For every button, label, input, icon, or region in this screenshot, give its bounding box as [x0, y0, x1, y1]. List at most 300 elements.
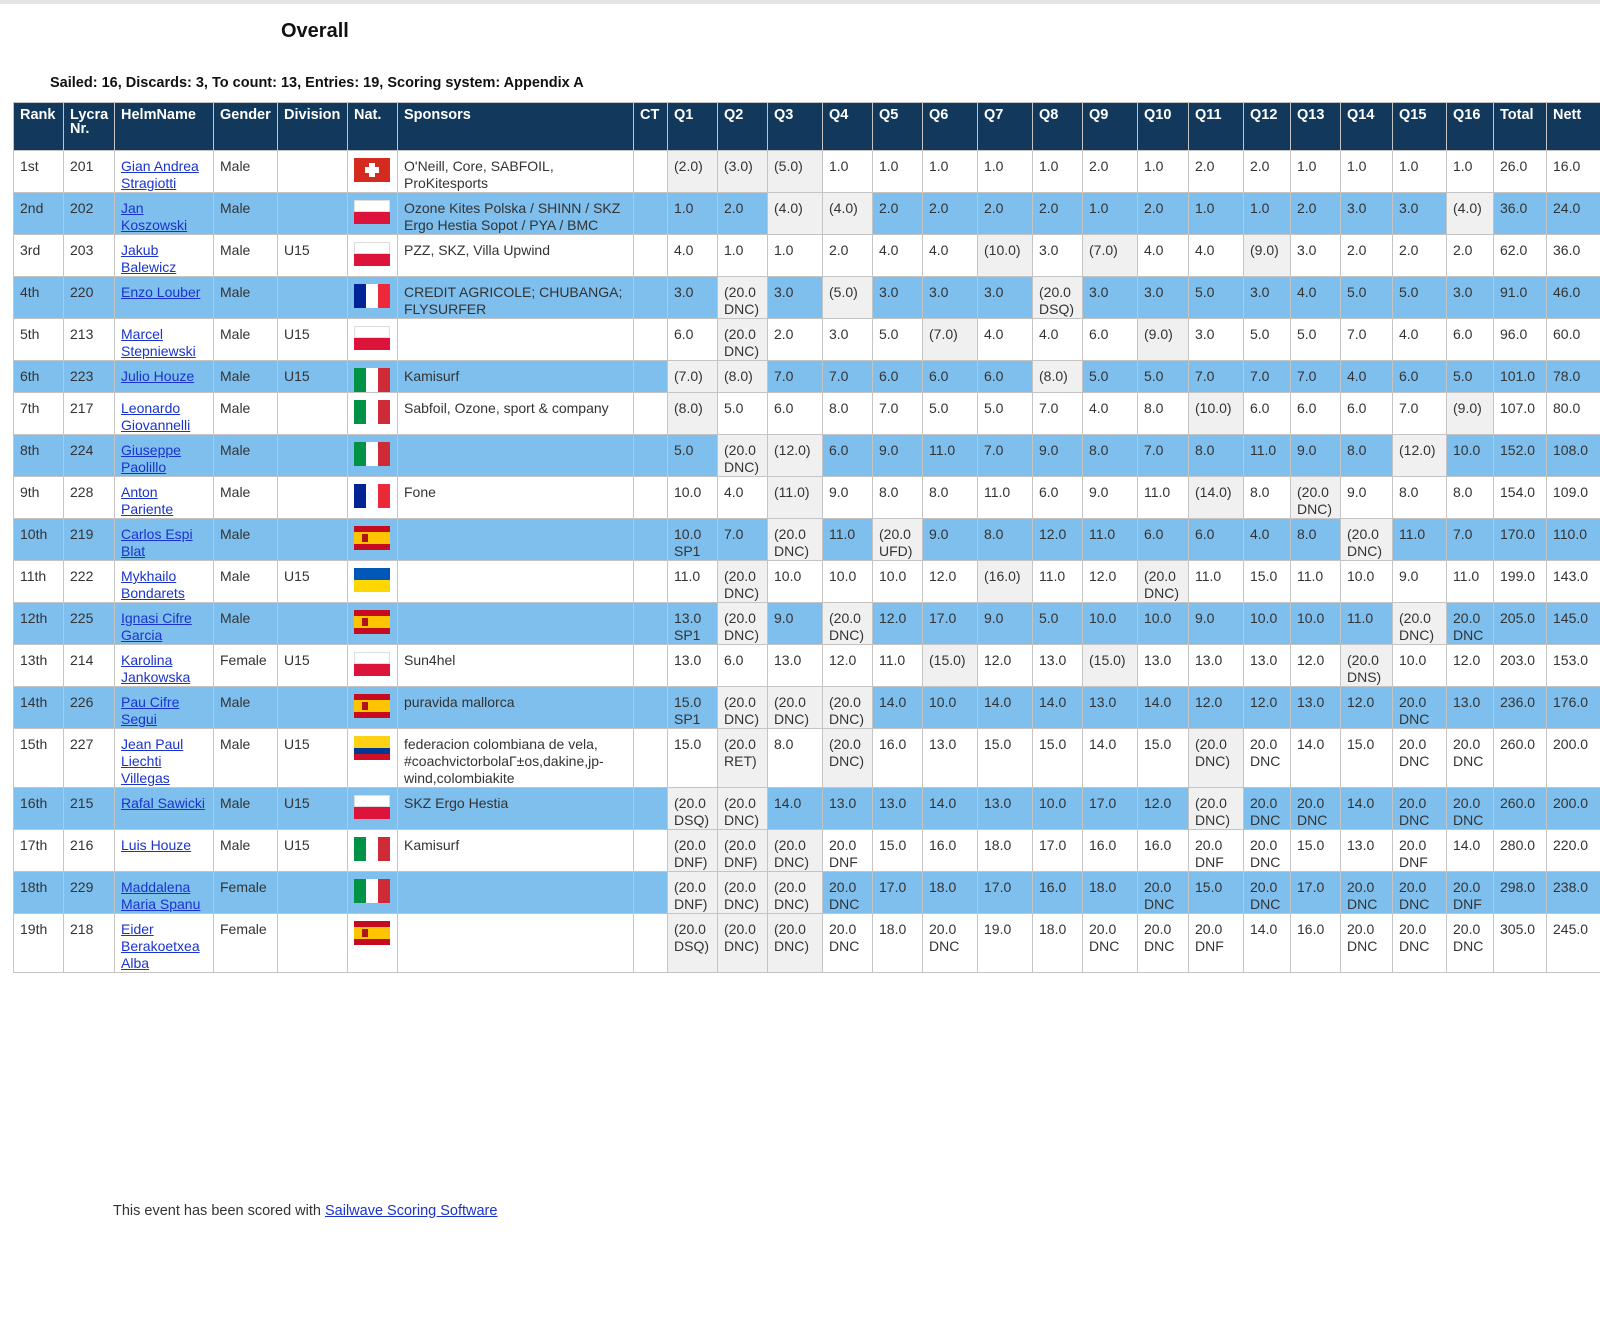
nationality-cell	[348, 645, 398, 687]
helm-name-link[interactable]: Julio Houze	[121, 368, 195, 384]
lycra-cell: 201	[64, 151, 115, 193]
gender-cell: Male	[214, 361, 278, 393]
column-header: Q5	[873, 103, 923, 151]
race-score-cell: 20.0 DNC	[1447, 788, 1494, 830]
race-score-cell: 6.0	[1341, 393, 1393, 435]
rank-cell: 2nd	[14, 193, 64, 235]
race-score-cell: 20.0 DNC	[1447, 914, 1494, 973]
total-cell: 91.0	[1494, 277, 1547, 319]
rank-cell: 15th	[14, 729, 64, 788]
nett-cell: 143.0	[1547, 561, 1600, 603]
race-score-cell: 7.0	[1189, 361, 1244, 393]
race-score-cell: 11.0	[1291, 561, 1341, 603]
lycra-cell: 217	[64, 393, 115, 435]
total-cell: 107.0	[1494, 393, 1547, 435]
total-cell: 154.0	[1494, 477, 1547, 519]
race-score-cell: (20.0 DNC)	[718, 319, 768, 361]
race-score-cell: (12.0)	[768, 435, 823, 477]
race-score-cell: (7.0)	[1083, 235, 1138, 277]
race-score-cell: 11.0	[1083, 519, 1138, 561]
race-score-cell: (20.0 DNC)	[823, 603, 873, 645]
column-header: CT	[634, 103, 668, 151]
race-score-cell: 20.0 DNC	[1393, 729, 1447, 788]
table-row	[14, 788, 1600, 830]
race-score-cell: 5.0	[1291, 319, 1341, 361]
top-bar	[0, 0, 1600, 4]
sailwave-link[interactable]: Sailwave Scoring Software	[324, 1203, 498, 1219]
race-score-cell: 6.0	[768, 393, 823, 435]
nett-cell: 109.0	[1547, 477, 1600, 519]
race-score-cell: 13.0	[923, 729, 978, 788]
column-header: Q15	[1393, 103, 1447, 151]
nett-cell: 220.0	[1547, 830, 1600, 872]
column-header: Q9	[1083, 103, 1138, 151]
race-score-cell: 5.0	[923, 393, 978, 435]
race-score-cell: (20.0 DSQ)	[1033, 277, 1083, 319]
race-score-cell: 9.0	[978, 603, 1033, 645]
division-cell	[278, 519, 348, 561]
nationality-cell	[348, 687, 398, 729]
italy-flag	[354, 837, 390, 861]
column-header: Nat.	[348, 103, 398, 151]
rank-cell: 4th	[14, 277, 64, 319]
race-score-cell: 6.0	[1083, 319, 1138, 361]
race-score-cell: 20.0 DNC	[823, 914, 873, 973]
gender-cell: Male	[214, 477, 278, 519]
helm-name-link[interactable]: Luis Houze	[121, 837, 192, 853]
rank-cell: 17th	[14, 830, 64, 872]
column-header: Sponsors	[398, 103, 634, 151]
rank-cell: 1st	[14, 151, 64, 193]
ct-cell	[634, 914, 668, 973]
nationality-cell	[348, 603, 398, 645]
race-score-cell: 1.0	[768, 235, 823, 277]
helm-name-link[interactable]: Leonardo Giovannelli	[121, 400, 191, 433]
race-score-cell: 20.0 DNC	[1393, 687, 1447, 729]
race-score-cell: 7.0	[1341, 319, 1393, 361]
lycra-cell: 220	[64, 277, 115, 319]
helm-cell	[115, 361, 214, 393]
nett-cell: 78.0	[1547, 361, 1600, 393]
column-header: Q10	[1138, 103, 1189, 151]
gender-cell: Male	[214, 519, 278, 561]
total-cell: 152.0	[1494, 435, 1547, 477]
race-score-cell: 20.0 DNF	[1393, 830, 1447, 872]
division-cell	[278, 603, 348, 645]
column-header: Q11	[1189, 103, 1244, 151]
sponsors-cell	[398, 319, 634, 361]
race-score-cell: 5.0	[1341, 277, 1393, 319]
total-cell: 26.0	[1494, 151, 1547, 193]
division-cell	[278, 193, 348, 235]
race-score-cell: 7.0	[823, 361, 873, 393]
division-cell	[278, 277, 348, 319]
division-cell	[278, 393, 348, 435]
race-score-cell: 7.0	[1244, 361, 1291, 393]
race-score-cell: 13.0	[1083, 687, 1138, 729]
nett-cell: 46.0	[1547, 277, 1600, 319]
race-score-cell: 14.0	[873, 687, 923, 729]
race-score-cell: (10.0)	[978, 235, 1033, 277]
race-score-cell: 7.0	[1033, 393, 1083, 435]
lycra-cell: 202	[64, 193, 115, 235]
race-score-cell: 9.0	[1291, 435, 1341, 477]
table-row	[14, 830, 1600, 872]
race-score-cell: 6.0	[1189, 519, 1244, 561]
race-score-cell: 10.0	[1083, 603, 1138, 645]
race-score-cell: 3.0	[1138, 277, 1189, 319]
race-score-cell: 20.0 DNF	[1447, 872, 1494, 914]
ct-cell	[634, 788, 668, 830]
helm-name-link[interactable]: Mykhailo Bondarets	[121, 568, 185, 601]
race-score-cell: 20.0 DNC	[1291, 788, 1341, 830]
sponsors-cell: Fone	[398, 477, 634, 519]
helm-name-link[interactable]: Jean Paul Liechti Villegas	[121, 736, 184, 786]
nett-cell: 16.0	[1547, 151, 1600, 193]
race-score-cell: (20.0 DSQ)	[668, 914, 718, 973]
race-score-cell: 16.0	[1291, 914, 1341, 973]
race-score-cell: 15.0	[873, 830, 923, 872]
race-score-cell: (4.0)	[768, 193, 823, 235]
race-score-cell: 2.0	[1138, 193, 1189, 235]
footer-text: This event has been scored with	[113, 1203, 325, 1219]
division-cell: U15	[278, 645, 348, 687]
race-score-cell: 5.0	[668, 435, 718, 477]
race-score-cell: 10.0	[1393, 645, 1447, 687]
helm-name-link[interactable]: Maddalena Maria Spanu	[121, 879, 201, 912]
nationality-cell	[348, 519, 398, 561]
race-score-cell: (9.0)	[1138, 319, 1189, 361]
spain-flag	[354, 921, 390, 945]
table-row	[14, 435, 1600, 477]
race-score-cell: 20.0 DNC	[1244, 830, 1291, 872]
race-score-cell: 19.0	[978, 914, 1033, 973]
helm-name-link[interactable]: Rafal Sawicki	[121, 795, 206, 811]
race-score-cell: 1.0	[1138, 151, 1189, 193]
race-score-cell: (9.0)	[1447, 393, 1494, 435]
ct-cell	[634, 561, 668, 603]
race-score-cell: 13.0	[1189, 645, 1244, 687]
race-score-cell: 9.0	[1393, 561, 1447, 603]
column-header: Q4	[823, 103, 873, 151]
total-cell: 203.0	[1494, 645, 1547, 687]
race-score-cell: 8.0	[873, 477, 923, 519]
race-score-cell: 3.0	[873, 277, 923, 319]
race-score-cell: 10.0	[1341, 561, 1393, 603]
total-cell: 305.0	[1494, 914, 1547, 973]
nationality-cell	[348, 729, 398, 788]
nationality-cell	[348, 788, 398, 830]
race-score-cell: (20.0 DNC)	[718, 872, 768, 914]
race-score-cell: (5.0)	[768, 151, 823, 193]
lycra-cell: 228	[64, 477, 115, 519]
race-score-cell: 7.0	[873, 393, 923, 435]
race-score-cell: 4.0	[1291, 277, 1341, 319]
race-score-cell: 9.0	[823, 477, 873, 519]
poland-flag	[354, 652, 390, 676]
table-row	[14, 193, 1600, 235]
gender-cell: Male	[214, 435, 278, 477]
race-score-cell: 10.0	[873, 561, 923, 603]
race-score-cell: 4.0	[1393, 319, 1447, 361]
race-score-cell: (3.0)	[718, 151, 768, 193]
helm-name-link[interactable]: Jakub Balewicz	[121, 242, 177, 275]
race-score-cell: (15.0)	[923, 645, 978, 687]
gender-cell: Female	[214, 872, 278, 914]
race-score-cell: 11.0	[668, 561, 718, 603]
race-score-cell: 2.0	[1341, 235, 1393, 277]
gender-cell: Male	[214, 319, 278, 361]
helm-name-link[interactable]: Enzo Louber	[121, 284, 201, 300]
race-score-cell: (9.0)	[1244, 235, 1291, 277]
ct-cell	[634, 193, 668, 235]
column-header: Nett	[1547, 103, 1600, 151]
race-score-cell: 20.0 DNF	[1189, 914, 1244, 973]
division-cell: U15	[278, 235, 348, 277]
helm-name-link[interactable]: Ignasi Cifre Garcia	[121, 610, 192, 643]
helm-cell	[115, 830, 214, 872]
rank-cell: 9th	[14, 477, 64, 519]
race-score-cell: 15.0 SP1	[668, 687, 718, 729]
nationality-cell	[348, 193, 398, 235]
race-score-cell: 3.0	[823, 319, 873, 361]
helm-cell	[115, 477, 214, 519]
helm-name-link[interactable]: Giuseppe Paolillo	[121, 442, 181, 475]
race-score-cell: (20.0 DNC)	[768, 687, 823, 729]
race-score-cell: 15.0	[1033, 729, 1083, 788]
rank-cell: 7th	[14, 393, 64, 435]
nationality-cell	[348, 393, 398, 435]
race-score-cell: (20.0 DNC)	[823, 729, 873, 788]
table-row	[14, 872, 1600, 914]
gender-cell: Male	[214, 561, 278, 603]
race-score-cell: 13.0	[1138, 645, 1189, 687]
helm-name-link[interactable]: Karolina Jankowska	[121, 652, 191, 685]
nationality-cell	[348, 151, 398, 193]
race-score-cell: 3.0	[1341, 193, 1393, 235]
race-score-cell: 3.0	[1083, 277, 1138, 319]
race-score-cell: 18.0	[873, 914, 923, 973]
rank-cell: 12th	[14, 603, 64, 645]
race-score-cell: 20.0 DNC	[1341, 872, 1393, 914]
race-score-cell: 13.0	[1447, 687, 1494, 729]
ct-cell	[634, 729, 668, 788]
race-score-cell: 7.0	[1447, 519, 1494, 561]
sponsors-cell: Ozone Kites Polska / SHINN / SKZ Ergo Hestia Sopot / PYA / BMC	[398, 193, 634, 235]
ct-cell	[634, 235, 668, 277]
race-score-cell: 13.0	[1291, 687, 1341, 729]
race-score-cell: 4.0	[1244, 519, 1291, 561]
race-score-cell: 20.0 DNF	[1189, 830, 1244, 872]
italy-flag	[354, 368, 390, 392]
table-row	[14, 319, 1600, 361]
race-score-cell: 12.0	[923, 561, 978, 603]
race-score-cell: 10.0	[823, 561, 873, 603]
race-score-cell: 15.0	[1189, 872, 1244, 914]
results-table	[13, 102, 1600, 973]
race-score-cell: 8.0	[1447, 477, 1494, 519]
nett-cell: 108.0	[1547, 435, 1600, 477]
race-score-cell: 16.0	[1138, 830, 1189, 872]
race-score-cell: 6.0	[1033, 477, 1083, 519]
race-score-cell: (20.0 DNC)	[718, 687, 768, 729]
lycra-cell: 222	[64, 561, 115, 603]
helm-name-link[interactable]: Jan Koszowski	[121, 200, 188, 233]
race-score-cell: (20.0 DNC)	[718, 788, 768, 830]
race-score-cell: 2.0	[1244, 151, 1291, 193]
helm-cell	[115, 393, 214, 435]
race-score-cell: 20.0 DNC	[1138, 872, 1189, 914]
helm-cell	[115, 435, 214, 477]
race-score-cell: (20.0 DNC)	[1393, 603, 1447, 645]
helm-cell	[115, 151, 214, 193]
helm-name-link[interactable]: Pau Cifre Segui	[121, 694, 180, 727]
race-score-cell: (4.0)	[1447, 193, 1494, 235]
race-score-cell: 5.0	[718, 393, 768, 435]
sponsors-cell: PZZ, SKZ, Villa Upwind	[398, 235, 634, 277]
race-score-cell: 6.0	[923, 361, 978, 393]
race-score-cell: 2.0	[923, 193, 978, 235]
race-score-cell: 3.0	[1447, 277, 1494, 319]
helm-cell	[115, 319, 214, 361]
total-cell: 96.0	[1494, 319, 1547, 361]
race-score-cell: 12.0	[873, 603, 923, 645]
lycra-cell: 227	[64, 729, 115, 788]
race-score-cell: 3.0	[978, 277, 1033, 319]
column-header: Q12	[1244, 103, 1291, 151]
division-cell	[278, 872, 348, 914]
rank-cell: 19th	[14, 914, 64, 973]
race-score-cell: 20.0 DNC	[1341, 914, 1393, 973]
total-cell: 199.0	[1494, 561, 1547, 603]
division-cell	[278, 477, 348, 519]
ct-cell	[634, 519, 668, 561]
race-score-cell: (16.0)	[978, 561, 1033, 603]
ct-cell	[634, 361, 668, 393]
race-score-cell: 8.0	[823, 393, 873, 435]
division-cell: U15	[278, 561, 348, 603]
nationality-cell	[348, 235, 398, 277]
race-score-cell: 12.0	[1189, 687, 1244, 729]
race-score-cell: 7.0	[1291, 361, 1341, 393]
race-score-cell: 11.0	[1447, 561, 1494, 603]
helm-name-link[interactable]: Eider Berakoetxea Alba	[121, 921, 200, 971]
sponsors-cell	[398, 603, 634, 645]
race-score-cell: 3.0	[1393, 193, 1447, 235]
rank-cell: 3rd	[14, 235, 64, 277]
table-row	[14, 729, 1600, 788]
lycra-cell: 215	[64, 788, 115, 830]
total-cell: 260.0	[1494, 788, 1547, 830]
race-score-cell: 2.0	[1291, 193, 1341, 235]
table-row	[14, 645, 1600, 687]
race-score-cell: 10.0	[768, 561, 823, 603]
rank-cell: 16th	[14, 788, 64, 830]
division-cell: U15	[278, 830, 348, 872]
race-score-cell: 12.0	[1447, 645, 1494, 687]
rank-cell: 11th	[14, 561, 64, 603]
ukraine-flag	[354, 568, 390, 592]
race-score-cell: 14.0	[1447, 830, 1494, 872]
race-score-cell: 1.0	[873, 151, 923, 193]
total-cell: 236.0	[1494, 687, 1547, 729]
race-score-cell: 20.0 DNC	[823, 872, 873, 914]
helm-name-link[interactable]: Carlos Espi Blat	[121, 526, 193, 559]
ct-cell	[634, 393, 668, 435]
race-score-cell: 13.0	[1244, 645, 1291, 687]
page-title: Overall	[281, 20, 349, 42]
race-score-cell: (20.0 DNC)	[718, 561, 768, 603]
race-score-cell: (5.0)	[823, 277, 873, 319]
lycra-cell: 229	[64, 872, 115, 914]
nationality-cell	[348, 319, 398, 361]
race-score-cell: (20.0 DNS)	[1341, 645, 1393, 687]
race-score-cell: 20.0 DNC	[1447, 729, 1494, 788]
race-score-cell: 1.0	[823, 151, 873, 193]
race-score-cell: 9.0	[1033, 435, 1083, 477]
nett-cell: 24.0	[1547, 193, 1600, 235]
nationality-cell	[348, 361, 398, 393]
race-score-cell: 2.0	[873, 193, 923, 235]
race-score-cell: (4.0)	[823, 193, 873, 235]
race-score-cell: 13.0	[1033, 645, 1083, 687]
race-score-cell: 17.0	[923, 603, 978, 645]
race-score-cell: (20.0 DNF)	[718, 830, 768, 872]
nationality-cell	[348, 872, 398, 914]
spain-flag	[354, 610, 390, 634]
race-score-cell: 17.0	[873, 872, 923, 914]
race-score-cell: (20.0 DNC)	[718, 603, 768, 645]
division-cell	[278, 687, 348, 729]
race-score-cell: 1.0	[1189, 193, 1244, 235]
race-score-cell: 20.0 DNC	[1083, 914, 1138, 973]
race-score-cell: (20.0 DNC)	[718, 914, 768, 973]
race-score-cell: 20.0 DNC	[1244, 872, 1291, 914]
helm-cell	[115, 235, 214, 277]
race-score-cell: 4.0	[1189, 235, 1244, 277]
race-score-cell: 3.0	[1189, 319, 1244, 361]
race-score-cell: 1.0	[1447, 151, 1494, 193]
rank-cell: 8th	[14, 435, 64, 477]
ct-cell	[634, 151, 668, 193]
race-score-cell: (20.0 DNC)	[718, 435, 768, 477]
helm-name-link[interactable]: Marcel Stepniewski	[121, 326, 196, 359]
nett-cell: 145.0	[1547, 603, 1600, 645]
race-score-cell: 12.0	[1244, 687, 1291, 729]
helm-name-link[interactable]: Gian Andrea Stragiotti	[121, 158, 199, 191]
series-summary: Sailed: 16, Discards: 3, To count: 13, Entries: 19, Scoring system: Appendix A	[50, 75, 584, 91]
race-score-cell: 11.0	[978, 477, 1033, 519]
race-score-cell: 3.0	[1244, 277, 1291, 319]
race-score-cell: 2.0	[1189, 151, 1244, 193]
race-score-cell: 14.0	[1341, 788, 1393, 830]
race-score-cell: 8.0	[768, 729, 823, 788]
race-score-cell: (20.0 DNC)	[768, 914, 823, 973]
race-score-cell: 3.0	[668, 277, 718, 319]
total-cell: 260.0	[1494, 729, 1547, 788]
race-score-cell: 4.0	[668, 235, 718, 277]
race-score-cell: 1.0	[978, 151, 1033, 193]
race-score-cell: 20.0 DNC	[1244, 729, 1291, 788]
helm-name-link[interactable]: Anton Pariente	[121, 484, 174, 517]
race-score-cell: (20.0 DNC)	[768, 519, 823, 561]
race-score-cell: 2.0	[1033, 193, 1083, 235]
race-score-cell: (20.0 DNF)	[668, 872, 718, 914]
sponsors-cell	[398, 519, 634, 561]
race-score-cell: 6.0	[978, 361, 1033, 393]
ct-cell	[634, 435, 668, 477]
race-score-cell: 18.0	[1083, 872, 1138, 914]
